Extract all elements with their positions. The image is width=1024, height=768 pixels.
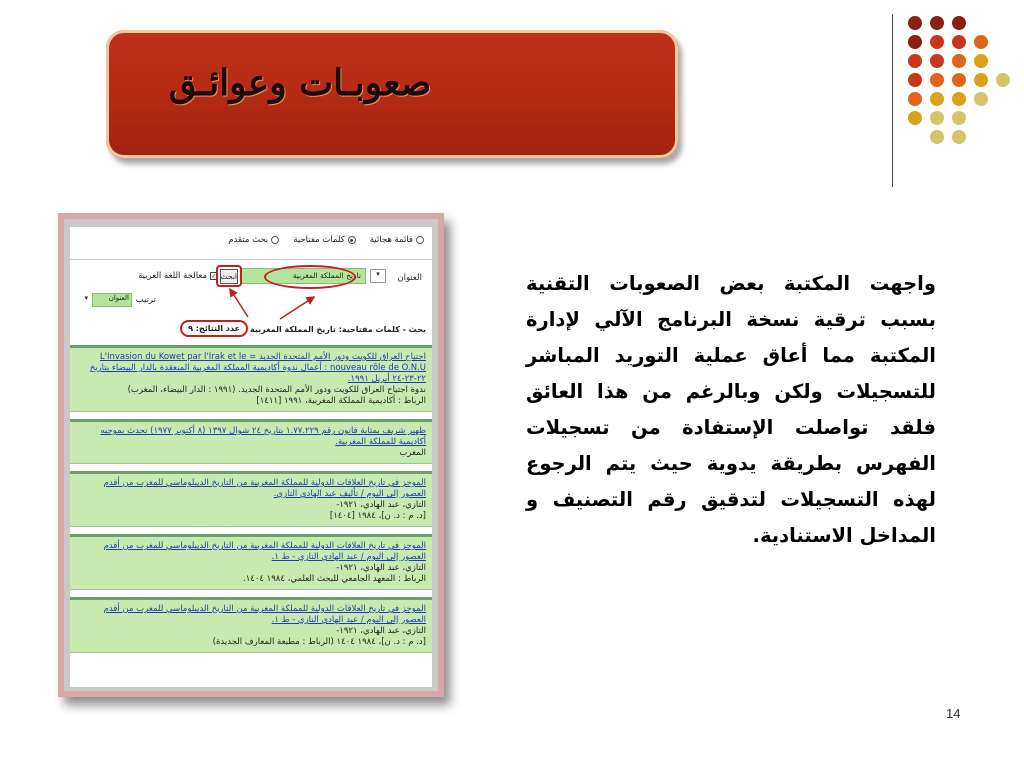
decorative-dot bbox=[908, 35, 922, 49]
results-list bbox=[70, 345, 432, 660]
arabic-processing-checkbox[interactable] bbox=[138, 271, 218, 281]
decorative-dot bbox=[930, 130, 944, 144]
result-count: عدد النتائج: ٩ bbox=[180, 320, 248, 337]
sort-label: ترتيب bbox=[135, 295, 156, 305]
decorative-dot bbox=[952, 73, 966, 87]
catalog-window bbox=[70, 227, 432, 687]
result-record bbox=[70, 345, 432, 412]
result-detail: الرباط : المعهد الجامعي للبحث العلمي، ١٩٨٤ ١٤٠٤. bbox=[243, 574, 426, 584]
decorative-dot bbox=[908, 73, 922, 87]
catalog-screenshot bbox=[58, 213, 444, 697]
decorative-dot bbox=[952, 130, 966, 144]
decorative-dot bbox=[908, 54, 922, 68]
result-detail: التازي، عبد الهادي، ١٩٢١- bbox=[336, 500, 426, 510]
decorative-dots bbox=[900, 12, 1010, 162]
slide-title: صعوبـات وعوائـق bbox=[168, 62, 432, 104]
result-title-link[interactable]: ظهير شريف بمثابة قانون رقم ١.٧٧.٢٢٩ بتاريخ ٢٤ شوال ١٣٩٧ (٨ أكتوبر ١٩٧٧) تحدث بموجبه أكاديمية للمملكة المغربية. bbox=[100, 426, 426, 447]
result-detail: المغرب bbox=[399, 448, 426, 458]
decorative-dot bbox=[952, 35, 966, 49]
radio-label: بحث متقدم bbox=[228, 235, 269, 245]
result-detail: التازي، عبد الهادي، ١٩٢١- bbox=[336, 626, 426, 636]
page-number: 14 bbox=[946, 706, 961, 721]
decorative-dot bbox=[952, 54, 966, 68]
search-button[interactable]: ابحث bbox=[220, 269, 238, 284]
radio-label: قائمة هجائية bbox=[369, 235, 413, 245]
decorative-dot bbox=[974, 35, 988, 49]
result-title-link[interactable]: الموجز في تاريخ العلاقات الدولية للمملكة المغربية من التاريخ الديبلوماسي للمغرب من أقدم العصور إلى اليوم / عبد الهادي التازي - ط ١. bbox=[103, 604, 426, 625]
chevron-down-icon[interactable]: ▾ bbox=[84, 294, 88, 302]
decorative-dot bbox=[908, 92, 922, 106]
radio-advanced[interactable] bbox=[228, 235, 279, 245]
result-title-link[interactable]: اجتياح العراق للكويت ودور الأمم المتحدة الجديد = L'Invasion du Kowet par l'Irak et le nouveau rôle de O.N.U : أعمال ندوة أكاديمية المملكة المغربية المنعقدة بالدار البيضاء بتاريخ ٢٢-٢٣-٢٤ أبريل ١٩٩١. bbox=[89, 352, 426, 384]
radio-button[interactable] bbox=[416, 236, 424, 244]
decorative-dot bbox=[996, 73, 1010, 87]
decorative-dot bbox=[974, 92, 988, 106]
highlight-search-button bbox=[216, 265, 242, 287]
result-detail: ندوة اجتياح العراق للكويت ودور الأمم المتحدة الجديد. (١٩٩١ : الدار البيضاء، المغرب) bbox=[127, 385, 426, 395]
radio-keywords[interactable] bbox=[293, 235, 355, 245]
result-detail: [د. م : د. ن]، ١٩٨٤ ١٤٠٤ (الرباط : مطبعة المعارف الجديدة) bbox=[212, 637, 426, 647]
search-mode-group bbox=[228, 235, 424, 245]
body-paragraph: واجهت المكتبة بعض الصعوبات التقنية بسبب ترقية نسخة البرنامج الآلي لإدارة المكتبة مما أعاق عملية التوريد المباشر للتسجيلات ولكن وبالرغم من هذا العائق فلقد تواصلت الإستفادة من تسجيلات الفهرس بطريقة يدوية حيث يتم الرجوع لهذه التسجيلات لتدقيق رقم التصنيف و المداخل الاستنادية. bbox=[526, 272, 936, 547]
field-select[interactable]: ▾ bbox=[370, 269, 386, 283]
radio-alphabetical[interactable] bbox=[370, 235, 424, 245]
result-record bbox=[70, 419, 432, 464]
result-record bbox=[70, 471, 432, 527]
result-detail: [د. م : د. ن]، ١٩٨٤ [١٤٠٤] bbox=[329, 511, 426, 521]
sort-select[interactable]: العنوان bbox=[92, 293, 132, 307]
decorative-dot bbox=[930, 54, 944, 68]
search-input[interactable]: تاريخ المملكة المغربية bbox=[240, 268, 366, 284]
decorative-dot bbox=[952, 111, 966, 125]
decorative-dot bbox=[930, 35, 944, 49]
field-label: العنوان bbox=[397, 273, 422, 283]
decorative-dot bbox=[930, 73, 944, 87]
radio-button[interactable] bbox=[271, 236, 279, 244]
highlight-search-ellipse bbox=[264, 265, 356, 289]
decorative-dot bbox=[930, 16, 944, 30]
radio-label: كلمات مفتاحية bbox=[293, 235, 345, 245]
decorative-dot bbox=[908, 16, 922, 30]
decorative-dot bbox=[952, 92, 966, 106]
result-detail: الرباط : أكاديمية المملكة المغربية، ١٩٩١ [١٤١١] bbox=[256, 396, 426, 406]
breadcrumb: بحث - كلمات مفتاحية: تاريخ المملكة المغربية bbox=[249, 325, 426, 334]
radio-button-selected[interactable] bbox=[348, 236, 356, 244]
result-detail: التازي، عبد الهادي، ١٩٢١- bbox=[336, 563, 426, 573]
result-record bbox=[70, 534, 432, 590]
result-record bbox=[70, 597, 432, 653]
decorative-dot bbox=[952, 16, 966, 30]
decorative-dot bbox=[930, 92, 944, 106]
vertical-divider bbox=[892, 14, 893, 187]
checkbox-icon[interactable]: ✓ bbox=[211, 272, 217, 280]
checkbox-label: معالجة اللغة العربية bbox=[138, 271, 207, 281]
result-title-link[interactable]: الموجز في تاريخ العلاقات الدولية للمملكة المغربية من التاريخ الديبلوماسي للمغرب من أقدم العصور إلى اليوم / تأليف عبد الهادي التازي. bbox=[103, 478, 426, 499]
decorative-dot bbox=[974, 54, 988, 68]
decorative-dot bbox=[908, 111, 922, 125]
decorative-dot bbox=[974, 73, 988, 87]
result-title-link[interactable]: الموجز في تاريخ العلاقات الدولية للمملكة المغربية من التاريخ الديبلوماسي للمغرب من أقدم العصور إلى اليوم / عبد الهادي التازي - ط ١. bbox=[103, 541, 426, 562]
decorative-dot bbox=[930, 111, 944, 125]
